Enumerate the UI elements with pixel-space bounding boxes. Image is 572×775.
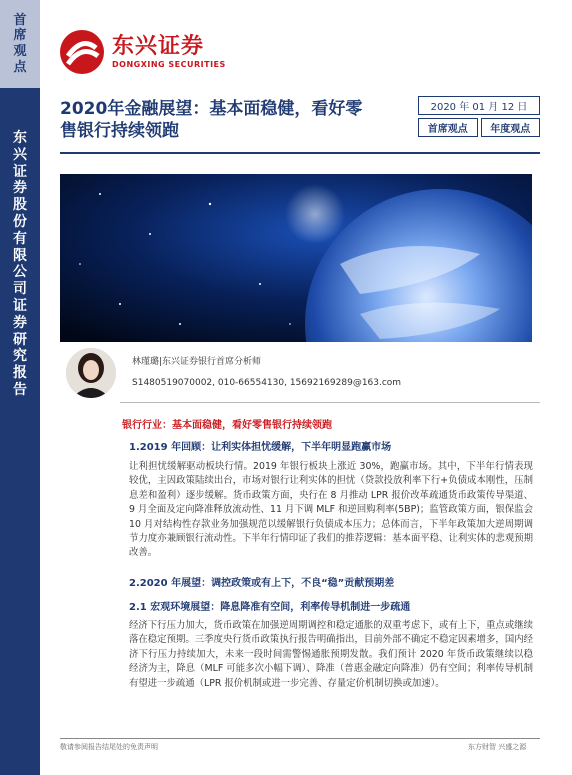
report-tag: 年度观点 [481, 118, 541, 137]
sidebar-category-char: 席 [13, 28, 27, 44]
heading-review: 1.2019 年回顾：让利实体担忧缓解，下半年明显跑赢市场 [129, 442, 392, 453]
sidebar-char: 司 [13, 281, 27, 298]
sidebar-char: 券 [13, 314, 27, 331]
sidebar-company-name [0, 130, 40, 399]
sidebar-char: 报 [13, 365, 27, 382]
report-meta [418, 96, 540, 137]
heading-macro: 2.1 宏观环境展望：降息降准有空间，利率传导机制进一步疏通 [129, 602, 411, 613]
sidebar-char: 有 [13, 230, 27, 247]
footer-divider [60, 738, 540, 739]
sidebar-char: 限 [13, 247, 27, 264]
sidebar-char: 证 [13, 297, 27, 314]
sidebar-category-char: 首 [13, 12, 27, 28]
sidebar-char: 东 [13, 130, 27, 146]
report-date: 2020 年 01 月 12 日 [418, 96, 540, 115]
sidebar-char: 证 [13, 163, 27, 180]
sidebar-char: 公 [13, 264, 27, 281]
analyst-avatar [66, 348, 116, 398]
sidebar-category [0, 0, 40, 88]
sidebar-char: 份 [13, 213, 27, 230]
paragraph-macro: 经济下行压力加大，货币政策在加强逆周期调控和稳定通胀的双重考虑下，或有上下，重点或继续落在稳定预期。三季度央行货币政策执行报告明确指出，目前外部不确定不稳定因素增多，国内经济下行压力持续加大，未来一段时间需警惕通胀预期发散。我们预计 2020 年货币政策继续以稳经济为主，降息（MLF 可能多次小幅下调）、降准（普惠金融定向降准）仍有空间；利率传导机制有望进一步疏通（LPR 报价机制或进一步完善、存量定价机制切换或加速）。 [129, 620, 533, 689]
footer-disclaimer: 敬请参阅报告结尾处的免责声明 [60, 743, 158, 751]
earth-hero-image [60, 174, 532, 342]
report-tag: 首席观点 [418, 118, 478, 137]
sidebar-char: 告 [13, 381, 27, 398]
logo-english-name: DONGXING SECURITIES [112, 59, 226, 69]
sidebar-char: 券 [13, 180, 27, 197]
paragraph-review: 让利担忧缓解驱动板块行情。2019 年银行板块上涨近 30%，跑赢市场。其中，下半年行情表现较优，主因政策陆续出台，市场对银行让利实体的担忧（贷款投放利率下行+负债成本刚性，压制息差和盈利）逐步缓解。货币政策方面，央行在 8 月推动 LPR 报价改革疏通货币政策传导渠道、9 月全面及定向降准释放流动性、11 月下调 MLF 和逆回购利率(5BP)；监管政策方面，银保监会 10 月对结构性存款业务加强规范以缓解银行负债成本压力；总体而言，下半年政策加大逆周期调节力度亦兼顾银行流动性。下半年行情印证了我们的推荐逻辑：基本面平稳、让利实体的悲观预期改善。 [129, 461, 533, 559]
logo-name: 东兴证券 [112, 34, 205, 60]
footer-brand: 东方财智 兴盛之源 [468, 743, 527, 751]
sidebar-char: 究 [13, 348, 27, 365]
section-title: 银行行业：基本面稳健，看好零售银行持续领跑 [122, 420, 332, 431]
sidebar-char: 研 [13, 331, 27, 348]
heading-outlook: 2.2020 年展望：调控政策或有上下，不良“稳”贡献预期差 [129, 578, 395, 589]
sidebar-char: 兴 [13, 146, 27, 163]
sidebar-char: 股 [13, 197, 27, 214]
analyst-divider [120, 402, 540, 403]
header-divider [60, 152, 540, 154]
sidebar-category-char: 点 [13, 59, 27, 75]
sidebar-category-char: 观 [13, 44, 27, 59]
company-logo [60, 30, 226, 74]
logo-mark-icon [60, 30, 104, 74]
report-title: 2020年金融展望：基本面稳健，看好零售银行持续领跑 [60, 99, 363, 142]
analyst-name: 林瑾璐|东兴证券银行首席分析师 [132, 357, 262, 367]
analyst-contact: S1480519070002, 010-66554130, 15692169289@163.com [132, 378, 402, 388]
